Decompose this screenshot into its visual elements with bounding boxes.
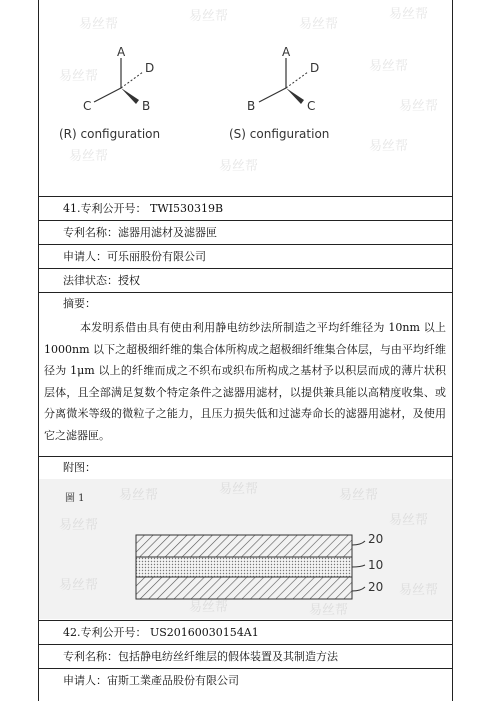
svg-text:易丝帮: 易丝帮 <box>399 99 439 114</box>
figure-label: 附图： <box>63 461 96 474</box>
bottom-substrate-layer <box>136 577 352 599</box>
legal-status: 法律状态：授权 <box>63 273 140 287</box>
atom-label-right: D <box>145 61 155 75</box>
stereo-figure-cell <box>38 0 453 197</box>
atom-label-top: A <box>117 45 126 59</box>
applicant: 申请人：宙斯工業產品股份有限公司 <box>63 673 239 687</box>
svg-text:易丝帮: 易丝帮 <box>59 578 99 593</box>
svg-text:易丝帮: 易丝帮 <box>189 600 229 615</box>
patent-41-table <box>38 196 453 620</box>
patent-name-row <box>39 220 452 244</box>
patent-document-page <box>38 0 453 701</box>
patent-number-row <box>39 620 452 644</box>
abstract-cell <box>39 292 452 456</box>
svg-text:易丝帮: 易丝帮 <box>189 9 229 24</box>
atom-label-bottom-right: C <box>307 99 316 113</box>
stereo-figure <box>39 0 452 195</box>
svg-text:易丝帮: 易丝帮 <box>369 59 409 74</box>
svg-text:易丝帮: 易丝帮 <box>119 488 159 503</box>
atom-label-left: B <box>247 99 256 113</box>
legal-status-row <box>39 268 452 292</box>
layer-label: 20 <box>368 580 384 594</box>
atom-label-top: A <box>282 45 291 59</box>
layer-label: 20 <box>368 532 384 546</box>
atom-label-right: D <box>310 61 320 75</box>
r-configuration-caption: (R) configuration <box>59 127 161 141</box>
svg-text:易丝帮: 易丝帮 <box>219 159 259 174</box>
svg-text:易丝帮: 易丝帮 <box>59 518 99 533</box>
abstract-text: 本发明系借由具有使由利用静电纺纱法所制造之平均纤维径为 10nm 以上 1000nm 以下之超极细纤维的集合体所构成之超极细纤维集合体层，与由平均纤维径为 1μm 以上的纤维而成之不织布或织布所构成之基材予以积层而成的薄片状积层体，且全部满足复数个特定条件之滤器用滤材，以提供兼具能以高精度收集、或分离微米等级的微粒子之能力，且压力损失低和过滤寿命长的滤器用滤材，及使用它之滤器匣。 <box>44 321 446 442</box>
patent-name: 专利名称：包括静电纺丝纤维层的假体装置及其制造方法 <box>63 649 338 663</box>
nanofiber-layer <box>136 557 352 577</box>
svg-text:易丝帮: 易丝帮 <box>69 149 109 164</box>
svg-text:易丝帮: 易丝帮 <box>389 513 429 528</box>
atom-label-left: C <box>83 99 92 113</box>
svg-text:易丝帮: 易丝帮 <box>59 69 99 84</box>
svg-text:易丝帮: 易丝帮 <box>389 7 429 22</box>
figure-cell <box>39 456 452 620</box>
atom-label-bottom-right: B <box>142 99 151 113</box>
patent-name-row <box>39 644 452 668</box>
svg-text:易丝帮: 易丝帮 <box>79 17 119 32</box>
patent-number: 42.专利公开号： US20160030154A1 <box>63 625 259 639</box>
applicant-row <box>39 668 452 692</box>
filter-layer-figure <box>39 479 452 619</box>
svg-text:易丝帮: 易丝帮 <box>219 482 259 497</box>
svg-text:易丝帮: 易丝帮 <box>399 583 439 598</box>
top-substrate-layer <box>136 535 352 557</box>
s-configuration-molecule <box>247 45 319 113</box>
svg-text:易丝帮: 易丝帮 <box>299 17 339 32</box>
abstract-label: 摘要： <box>63 297 96 310</box>
s-configuration-caption: (S) configuration <box>229 127 330 141</box>
layer-label: 10 <box>368 558 384 572</box>
svg-text:易丝帮: 易丝帮 <box>339 488 379 503</box>
patent-name: 专利名称：滤器用滤材及滤器匣 <box>63 225 217 239</box>
patent-42-table <box>38 620 453 701</box>
patent-number-row <box>39 196 452 220</box>
patent-number: 41.专利公开号： TWI530319B <box>63 201 224 215</box>
figure-caption: 圖 1 <box>65 493 85 504</box>
applicant: 申请人：可乐丽股份有限公司 <box>63 249 206 263</box>
svg-text:易丝帮: 易丝帮 <box>309 603 349 618</box>
svg-text:易丝帮: 易丝帮 <box>369 139 409 154</box>
applicant-row <box>39 244 452 268</box>
